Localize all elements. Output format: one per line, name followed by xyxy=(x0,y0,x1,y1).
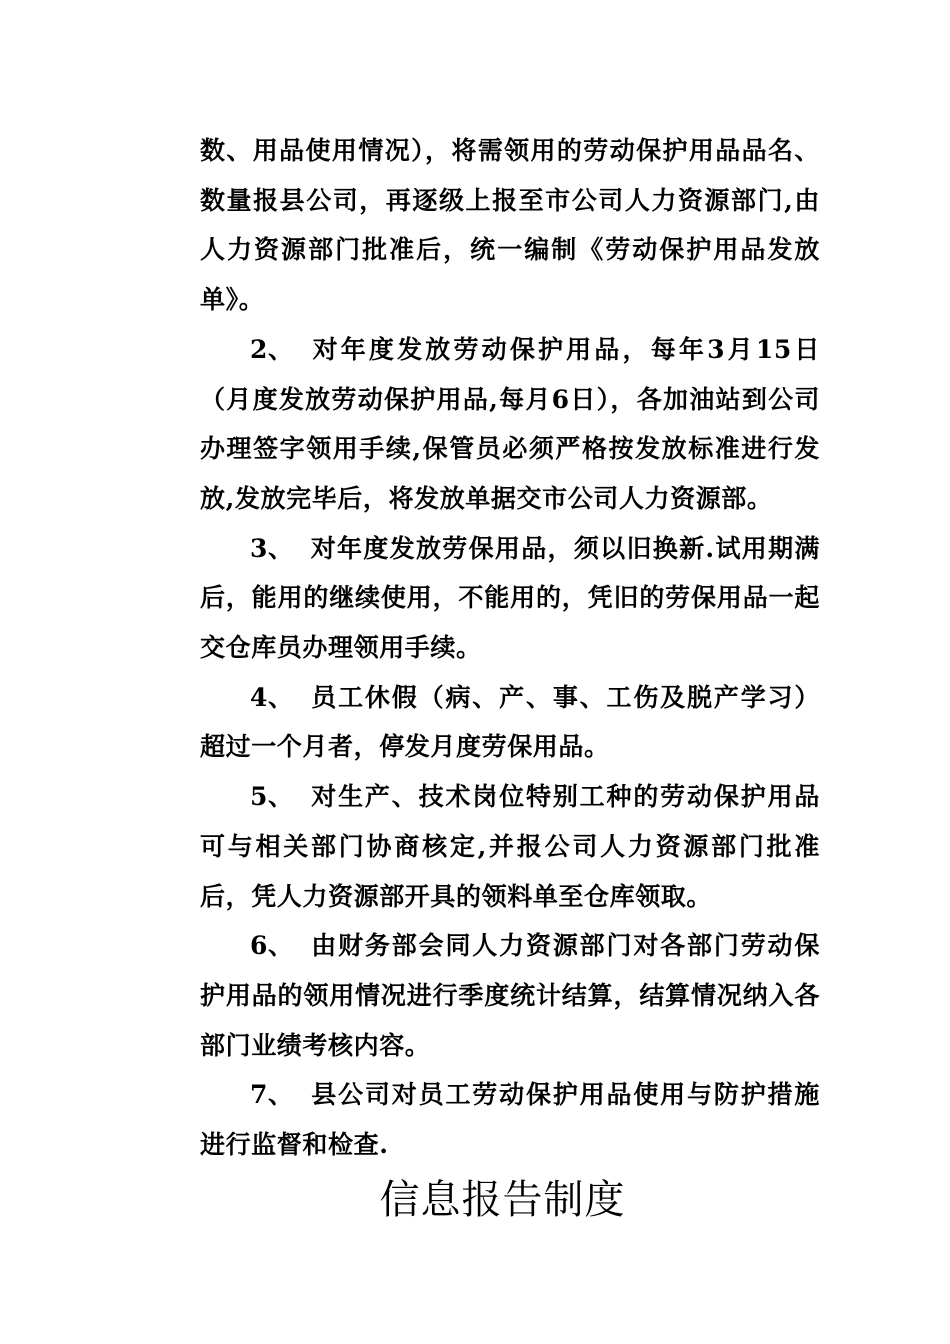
continuation-paragraph: 数、用品使用情况），将需领用的劳动保护用品品名、数量报县公司，再逐级上报至市公司人力资源部门,由人力资源部门批准后，统一编制《劳动保护用品发放单》。 xyxy=(200,136,820,315)
item-number: 6、 xyxy=(250,931,294,961)
item-text: 县公司对员工劳动保护用品使用与防护措施进行监督和检查. xyxy=(200,1080,820,1160)
item-number: 7、 xyxy=(250,1080,294,1110)
item-text: 对年度发放劳保用品，须以旧换新.试用期满后，能用的继续使用，不能用的，凭旧的劳保用品一起交仓库员办理领用手续。 xyxy=(200,533,820,663)
item-text: 对生产、技术岗位特别工种的劳动保护用品可与相关部门协商核定,并报公司人力资源部门批准后，凭人力资源部开具的领料单至仓库领取。 xyxy=(200,782,820,911)
section-title: 信息报告制度 xyxy=(379,1177,626,1223)
item-text: 员工休假（病、产、事、工伤及脱产学习）超过一个月者，停发月度劳保用品。 xyxy=(200,682,820,762)
list-item xyxy=(200,673,820,772)
list-item xyxy=(200,524,820,673)
item-text: 对年度发放劳动保护用品，每年3月15日（月度发放劳动保护用品,每月6日），各加油站到公司办理签字领用手续,保管员必须严格按发放标准进行发放,发放完毕后，将发放单据交市公司人力资源部。 xyxy=(200,334,820,513)
list-item xyxy=(200,921,820,1070)
item-number: 4、 xyxy=(250,682,294,712)
item-number: 3、 xyxy=(250,533,294,563)
list-item xyxy=(200,1070,820,1169)
item-text: 由财务部会同人力资源部门对各部门劳动保护用品的领用情况进行季度统计结算，结算情况纳入各部门业绩考核内容。 xyxy=(200,931,820,1060)
document-body xyxy=(200,126,820,1170)
item-number: 2、 xyxy=(250,334,294,364)
list-item xyxy=(200,772,820,921)
item-number: 5、 xyxy=(250,782,294,812)
list-item xyxy=(200,325,820,524)
